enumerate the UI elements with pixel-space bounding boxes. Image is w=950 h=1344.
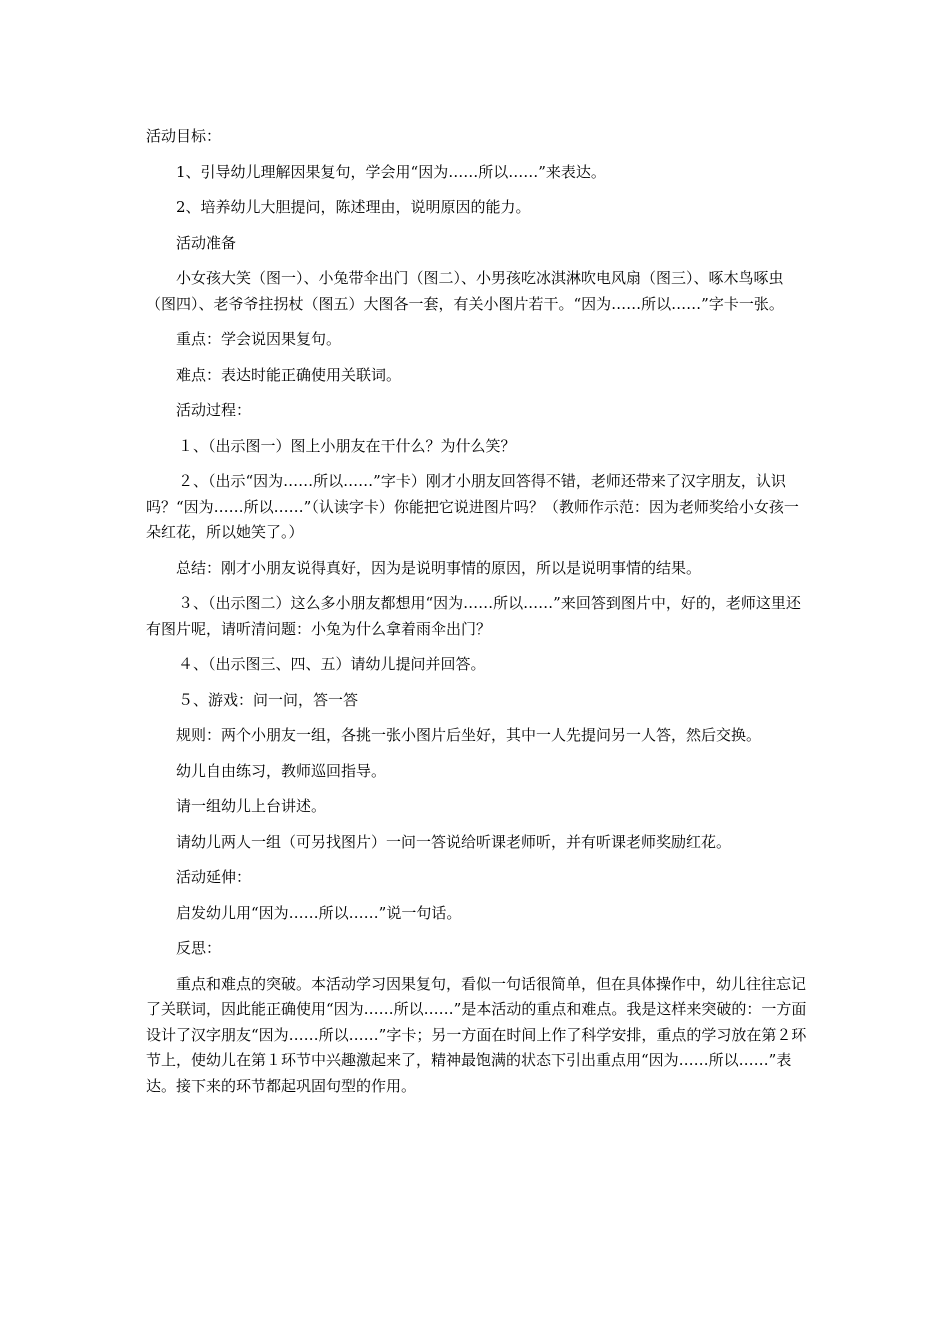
document-body [146,124,812,1109]
section-heading-reflection: 反思： [176,939,222,957]
preparation-text: 小女孩大笑（图一）、小兔带伞出门（图二）、小男孩吃冰淇淋吹电风扇（图三）、啄木鸟啄虫（图四）、老爷爷拄拐杖（图五）大图各一套，有关小图片若干。“因为……所以……”字卡一张。 [146,269,784,313]
process-step-2: ２、（出示“因为……所以……”字卡）刚才小朋友回答得不错，老师还带来了汉字朋友，认识吗？“因为……所以……”（认读字卡）你能把它说进图片吗？（教师作示范：因为老师奖给小女孩一朵红花，所以她笑了。） [146,472,799,541]
goal-item-2: 2、培养幼儿大胆提问，陈述理由，说明原因的能力。 [176,198,531,216]
process-step-5: ５、游戏：问一问，答一答 [178,690,359,709]
key-point: 重点：学会说因果复句。 [176,330,342,348]
summary-text: 总结：刚才小朋友说得真好，因为是说明事情的原因，所以是说明事情的结果。 [176,558,702,577]
free-practice: 幼儿自由练习，教师巡回指导。 [176,761,387,780]
section-heading-process: 活动过程： [176,401,252,419]
section-heading-extension: 活动延伸： [176,868,252,886]
process-step-4: ４、（出示图三、四、五）请幼儿提问并回答。 [178,655,486,673]
section-heading-goals: 活动目标： [146,127,222,145]
difficult-point: 难点：表达时能正确使用关联词。 [176,365,402,384]
goal-item-1: 1、引导幼儿理解因果复句，学会用“因为……所以……”来表达。 [176,162,606,181]
process-step-3: ３、（出示图二）这么多小朋友都想用“因为……所以……”来回答到图片中，好的，老师这里还有图片呢，请听清问题：小兔为什么拿着雨伞出门？ [146,594,801,638]
process-step-1: １、（出示图一）图上小朋友在干什么？为什么笑？ [178,436,516,455]
pair-practice: 请幼儿两人一组（可另找图片）一问一答说给听课老师听，并有听课老师奖励红花。 [176,832,732,851]
game-rules: 规则：两个小朋友一组，各挑一张小图片后坐好，其中一人先提问另一人答，然后交换。 [176,726,762,744]
section-heading-preparation: 活动准备 [176,233,237,252]
group-presentation: 请一组幼儿上台讲述。 [176,797,327,815]
reflection-text: 重点和难点的突破。本活动学习因果复句，看似一句话很简单，但在具体操作中，幼儿往往忘记了关联词，因此能正确使用“因为……所以……”是本活动的重点和难点。我是这样来突破的：一方面设计了汉字朋友“因为……所以……”字卡；另一方面在时间上作了科学安排，重点的学习放在第２环节上，使幼儿在第１环节中兴趣激起来了，精神最饱满的状态下引出重点用“因为……所以……”表达。接下来的环节都起巩固句型的作用。 [146,974,807,1095]
extension-text: 启发幼儿用“因为……所以……”说一句话。 [176,903,462,922]
